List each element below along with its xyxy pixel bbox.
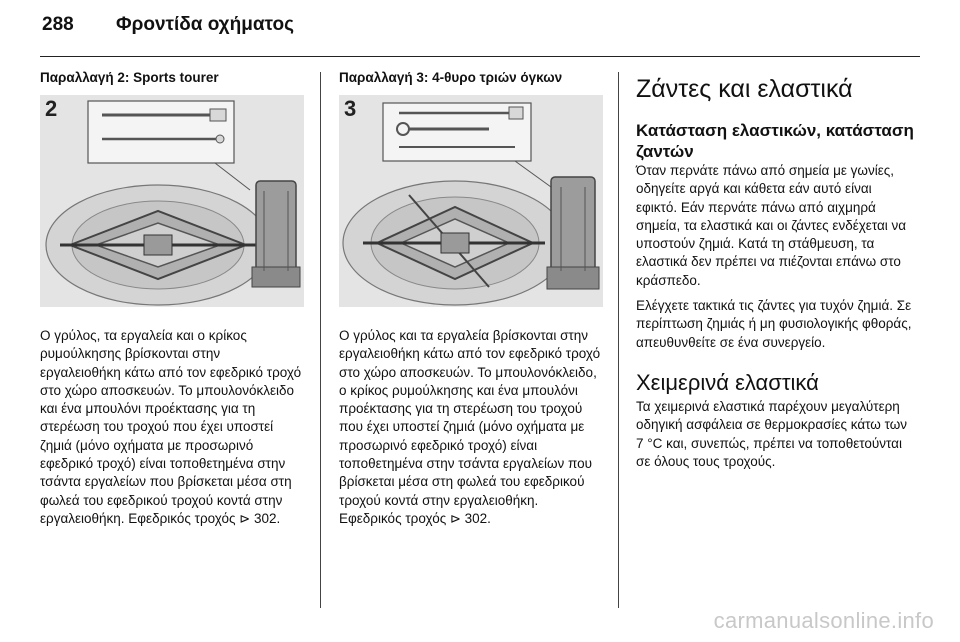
tyre-condition-paragraph-2: Ελέγχετε τακτικά τις ζάντες για τυχόν ζημιά. Σε περίπτωση ζημιάς ή μη φυσιολογικής φθοράς, απευθυνθείτε σε ένα συνεργείο. <box>636 298 912 350</box>
column-wheels-tyres <box>636 74 914 478</box>
page-header <box>42 14 294 48</box>
page-reference[interactable]: 302. <box>464 510 491 526</box>
variant-2-description: Ο γρύλος, τα εργαλεία και ο κρίκος ρυμούλκησης βρίσκονται στην εργαλειοθήκη κάτω από τον εφεδρικό τροχό στο χώρο αποσκευών. Το μπουλονόκλειδο και ένα μπουλόνι προέκτασης για τη στερέωση του τροχού που έχει υποστεί ζημιά (μόνο οχήματα με προσωρινό εφεδρικό τροχό) είναι τοποθετημένα στην τσάντα εργαλείων που βρίσκεται μέσα στη φωλεά του εφεδρικού τροχού κοντά στην εργαλειοθήκη. Εφεδρικός τροχός ⊳ 302. <box>40 328 302 526</box>
column-variant-2 <box>40 70 304 528</box>
variant-3-description: Ο γρύλος και τα εργαλεία βρίσκονται στην εργαλειοθήκη κάτω από τον εφεδρικό τροχό στο χώρο αποσκευών. Το μπουλονόκλειδο, ο κρίκος ρυμούλκησης και ένα μπουλόνι προέκτασης για τη στερέωση του τροχού που έχει υποστεί ζημιά (μόνο οχήματα με προσωρινό εφεδρικό τροχό) είναι τοποθετημένα στην τσάντα εργαλείων που βρίσκεται μέσα στη φωλεά του εφεδρικού τροχού κοντά στην εργαλειοθήκη. Εφεδρικός τροχός ⊳ 302. <box>339 328 601 526</box>
variant-2-heading: Παραλλαγή 2: Sports tourer <box>40 70 219 85</box>
header-divider <box>40 56 920 57</box>
page-title: Φροντίδα οχήματος <box>116 14 294 35</box>
winter-tyres-paragraph: Τα χειμερινά ελαστικά παρέχουν μεγαλύτερη οδηγική ασφάλεια σε θερμοκρασίες κάτω των 7 °C και, συνεπώς, πρέπει να τοποθετούνται σε όλους τους τροχούς. <box>636 398 907 469</box>
heading-winter-tyres: Χειμερινά ελαστικά <box>636 369 819 395</box>
figure-sedan-toolkit <box>339 95 603 307</box>
page-reference[interactable]: 302. <box>253 510 281 526</box>
variant-3-heading: Παραλλαγή 3: 4-θυρο τριών όγκων <box>339 70 563 85</box>
tyre-condition-paragraph-1: Όταν περνάτε πάνω από σημεία με γωνίες, οδηγείτε αργά και κάθετα εάν αυτό είναι εφικτό. Εάν περνάτε πάνω από αιχμηρά σημεία, τα ελαστικά και οι ζάντες ενδέχεται να υποστούν ζημιά. Κατά τη στάθμευση, τα ελαστικά δεν πρέπει να πιέζονται επάνω στο κράσπεδο. <box>636 163 907 288</box>
section-title-wheels-tyres: Ζάντες και ελαστικά <box>636 75 853 103</box>
heading-tyre-condition: Κατάσταση ελαστικών, κατάσταση ζαντών <box>636 121 914 161</box>
column-variant-3 <box>339 70 603 528</box>
figure-number-3: 3 <box>344 96 357 121</box>
toolkit-illustration-sedan <box>339 95 603 307</box>
page-reference-icon[interactable]: ⊳ <box>449 510 461 526</box>
column-divider-2 <box>618 72 619 608</box>
watermark: carmanualsonline.info <box>713 608 934 633</box>
figure-number-2: 2 <box>45 96 58 121</box>
figure-sports-tourer-toolkit <box>40 95 304 307</box>
column-divider-1 <box>320 72 321 608</box>
page-number: 288 <box>42 14 74 35</box>
toolkit-illustration <box>40 95 304 307</box>
page-reference-icon[interactable]: ⊳ <box>239 510 251 526</box>
